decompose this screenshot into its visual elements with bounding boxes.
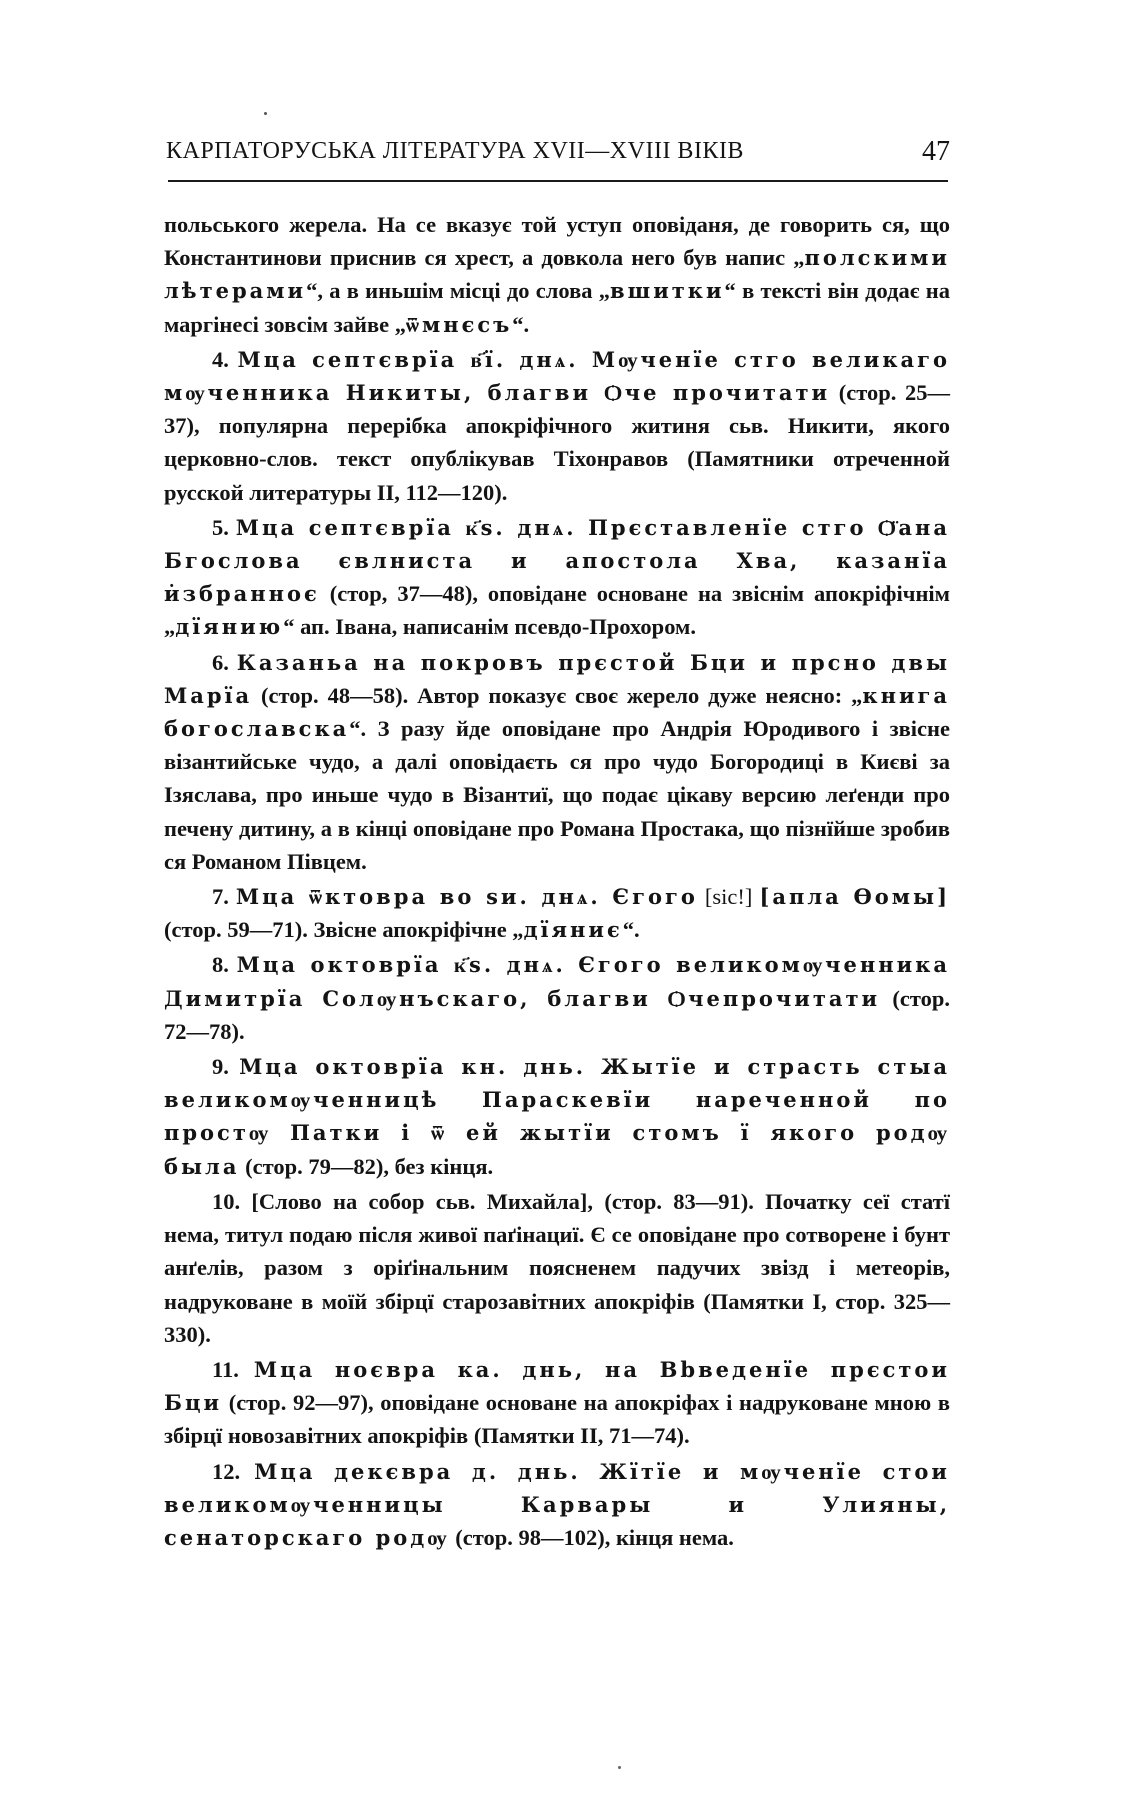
church-slavonic-text: вшитки (610, 278, 725, 304)
church-slavonic-text: ѿмнєсъ (405, 311, 513, 337)
paragraph-p11 (164, 1353, 950, 1453)
running-title: КАРПАТОРУСЬКА ЛІТЕРАТУРА XVII—XVIII ВІКІВ (166, 138, 744, 164)
text-segment: польського жерела. На се вказує той уступ оповіданя, де говорить ся, що Константинови приснив ся хрест, а довкола него був напис „ (164, 212, 950, 271)
text-segment: “. З разу йде оповідане про Андрія Юродивого і звісне візантийське чудо, а далі оповідаєть ся про чудо Богородиці в Києві за Ізяслава, про иньше чудо в Візантиї, що подає цікаву версию леґенди про печену дитину, а в кінці оповідане про Романа Простака, що пізнїйше зробив ся Романом Півцем. (164, 716, 950, 874)
church-slavonic-text: книга богославска (164, 682, 950, 742)
text-segment: 8. (212, 952, 237, 978)
church-slavonic-text: дїяниє (523, 917, 623, 943)
text-segment: (стор. 25—37), популярна перерібка апокріфічного житиня сьв. Никити, якого церковно-слов. текст опублікував Тіхонравов (Памятники отреченной русской литературы II, 112—120). (164, 380, 951, 505)
paragraph-p9 (164, 1050, 950, 1183)
paragraph-p4 (164, 343, 950, 509)
church-slavonic-text: полскими лѣтерами (164, 245, 950, 304)
page-header (166, 136, 950, 176)
page-number: 47 (922, 136, 950, 167)
text-segment: 11. (212, 1356, 254, 1382)
header-rule (168, 180, 948, 182)
paragraph-p10 (164, 1185, 950, 1351)
text-segment: (стор. 79—82), без кінця. (239, 1153, 494, 1179)
text-segment: (стор. 98—102), кінця нема. (449, 1524, 734, 1550)
paragraph-p7 (164, 880, 950, 946)
text-segment: 6. (212, 649, 237, 675)
text-segment: “ ап. Івана, написанім псевдо-Прохором. (283, 614, 696, 640)
text-segment: 5. (212, 514, 236, 540)
text-segment: “. (622, 917, 640, 943)
text-segment: 10. [Слово на собор сьв. Михайла], (стор. 83—91). Початку сеї статї нема, титул подаю після живої паґінациї. Є се оповідане про сотворене і бунт анґелів, разом з оріґінальним поясненем падучих звізд і метеорів, надруковане в моїй збірцї старозавітних апокріфів (Памятки I, стор. 325—330). (164, 1188, 950, 1347)
body-text (164, 208, 950, 1554)
text-segment: (стор. 59—71). Звісне апокріфічне „ (164, 917, 524, 943)
text-segment: (стор. 72—78). (164, 985, 950, 1044)
paragraph-p8 (164, 948, 950, 1048)
church-slavonic-text: дїянию (175, 614, 284, 640)
text-segment: “. (512, 311, 530, 337)
paragraph-p5 (164, 511, 950, 644)
church-slavonic-text: Мца септєврїа к҃ѕ. днѧ. Прєставленїе стго Ѻ̈ана Бгослова євлниста и апостола Хва, казанїа и̇збранноє (164, 514, 950, 607)
paragraph-p0 (164, 208, 950, 341)
text-segment: (стор. 92—97), оповідане основане на апокріфах і надруковане мною в збірцї новозавітних апокріфів (Памятки II, 71—74). (164, 1390, 950, 1449)
text-segment: “, а в иньшім місці до слова „ (306, 278, 611, 304)
print-speck-bottom (618, 1766, 621, 1769)
print-speck (264, 112, 267, 115)
text-segment: 4. (212, 346, 238, 372)
text-segment: [sic!] (697, 884, 760, 910)
church-slavonic-text: Мца октоврїа кн. днь. Жытїе и страсть стыа великомѹченницѣ Параскевїи нареченной по простѹ Патки і ѿ ей жытїи стомъ ї якого родѹ была (164, 1054, 950, 1179)
text-segment: (стор. 48—58). Автор показує своє жерело дуже неясно: „ (252, 682, 863, 708)
church-slavonic-text: [апла Ѳомы] (759, 884, 951, 910)
text-segment: 7. (212, 884, 236, 910)
text-segment: 12. (212, 1458, 255, 1484)
text-segment: (стор, 37—48), оповідане основане на звіснім апокріфічнім „ (164, 581, 950, 640)
church-slavonic-text: Мца септєврїа в҃ї. днѧ. Мѹченїе стго великаго мѹченника Никиты, благви Ѻче прочитати (164, 346, 950, 406)
text-segment: “ в тексті він додає на маргінесі зовсім зайве „ (164, 278, 950, 337)
text-segment: 9. (212, 1054, 240, 1080)
church-slavonic-text: Мца ѿктовра во ѕи. днѧ. Єгого (235, 884, 698, 910)
church-slavonic-text: Мца декєвра д. днь. Жїтїе и мѹченїе стои великомѹченницы Карвары и Улияны, сенаторскаго родѹ (164, 1458, 951, 1550)
paragraph-p6 (164, 646, 950, 878)
church-slavonic-text: Мца октоврїа к҃ѕ. днѧ. Єгого великомѹченника Димитрїа Солѹнъскаго, благви Ѻчепрочитати (164, 952, 951, 1011)
paragraph-p12 (164, 1455, 950, 1555)
church-slavonic-text: Мца ноєвра ка. днь, на Вbведенїе прєстои Бци (164, 1356, 950, 1416)
church-slavonic-text: Казаньа на покровъ прєстой Бци и прсно двы Марїа (164, 649, 951, 708)
